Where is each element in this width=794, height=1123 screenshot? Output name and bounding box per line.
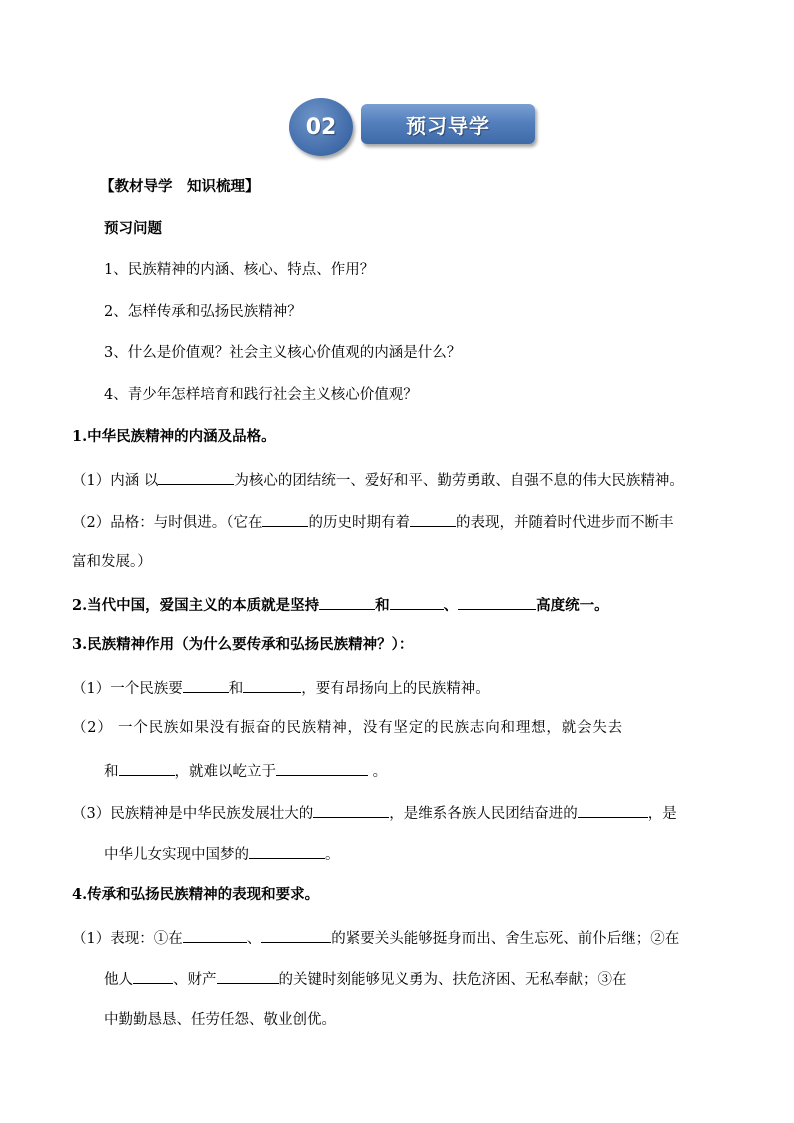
item-4-line-c: 中勤勤恳恳、任劳任怨、敬业创优。 — [104, 1012, 336, 1028]
text: 他人 — [104, 972, 133, 988]
text: 和 — [104, 764, 119, 780]
text: （1）表现：①在 — [72, 931, 183, 947]
text: 。 — [325, 847, 340, 863]
fill-blank[interactable] — [183, 677, 229, 693]
text: 、 — [246, 931, 262, 947]
item-3-line-c-cont — [104, 843, 764, 865]
fill-blank[interactable] — [249, 843, 325, 859]
preview-question-3: 3、什么是价值观？社会主义核心价值观的内涵是什么？ — [104, 345, 462, 361]
item-4-heading: 4.传承和弘扬民族精神的表现和要求。 — [72, 886, 320, 903]
fill-blank[interactable] — [243, 677, 301, 693]
item-1-line-b — [72, 511, 732, 533]
text: ，是 — [647, 806, 677, 822]
text: 和 — [375, 597, 390, 614]
fill-blank[interactable] — [313, 802, 389, 818]
item-2-line — [72, 594, 732, 616]
item-3-line-b: （2） 一个民族如果没有振奋的民族精神，没有坚定的民族志向和理想，就会失去 — [72, 720, 623, 736]
fill-blank[interactable] — [458, 594, 536, 610]
item-4-line-a — [72, 927, 732, 949]
item-3-line-a — [72, 677, 732, 699]
text: 、 — [443, 597, 459, 614]
item-1-heading: 1.中华民族精神的内涵及品格。 — [72, 428, 276, 445]
text: 的关键时刻能够见义勇为、扶危济困、无私奉献；③在 — [278, 972, 627, 988]
text: （3）民族精神是中华民族发展壮大的 — [72, 806, 314, 822]
text: 。 — [372, 764, 388, 780]
text: 2.当代中国，爱国主义的本质就是坚持 — [72, 597, 320, 614]
fill-blank[interactable] — [262, 511, 308, 527]
fill-blank[interactable] — [578, 802, 648, 818]
section-title-banner — [361, 104, 535, 144]
fill-blank[interactable] — [390, 594, 444, 610]
item-1-line-b-cont: 富和发展。） — [72, 554, 152, 570]
fill-blank[interactable] — [119, 760, 175, 776]
item-4-line-b — [104, 968, 764, 990]
fill-blank[interactable] — [217, 968, 279, 984]
item-3-line-c — [72, 802, 732, 824]
text: ，就难以屹立于 — [174, 764, 276, 780]
fill-blank[interactable] — [261, 927, 331, 943]
text: 和 — [228, 681, 244, 697]
text: 的表现，并随着时代进步而不断丰 — [455, 515, 674, 531]
text: （1）一个民族要 — [72, 681, 183, 697]
section-banner-title: 预习导学 — [406, 113, 490, 138]
text: 中华儿女实现中国梦的 — [104, 847, 249, 863]
text: （1）内涵 以 — [72, 473, 159, 489]
text: 的历史时期有着 — [308, 515, 410, 531]
text: （2）品格：与时俱进。（它在 — [72, 515, 263, 531]
section-number-badge — [289, 98, 353, 156]
preview-question-1: 1、民族精神的内涵、核心、特点、作用？ — [104, 262, 375, 278]
fill-blank[interactable] — [133, 968, 173, 984]
preview-question-2: 2、怎样传承和弘扬民族精神？ — [104, 304, 302, 320]
section-number: 02 — [305, 114, 337, 140]
fill-blank[interactable] — [276, 760, 368, 776]
text: ，是维系各族人民团结奋进的 — [389, 806, 578, 822]
fill-blank[interactable] — [319, 594, 375, 610]
preview-question-4: 4、青少年怎样培育和践行社会主义核心价值观？ — [104, 387, 418, 403]
text: ，要有昂扬向上的民族精神。 — [301, 681, 490, 697]
fill-blank[interactable] — [410, 511, 456, 527]
text: 高度统一。 — [536, 597, 609, 614]
item-3-line-b-cont — [104, 760, 764, 782]
item-3-heading: 3.民族精神作用（为什么要传承和弘扬民族精神？）： — [72, 636, 414, 653]
text: 、财产 — [173, 972, 217, 988]
preview-heading: 预习问题 — [104, 220, 162, 237]
item-1-line-a — [72, 469, 732, 491]
fill-blank[interactable] — [158, 469, 234, 485]
section-header — [0, 0, 794, 170]
text: 的紧要关头能够挺身而出、舍生忘死、前仆后继；②在 — [331, 931, 680, 947]
text: 为核心的团结统一、爱好和平、勤劳勇敢、自强不息的伟大民族精神。 — [234, 473, 684, 489]
fill-blank[interactable] — [183, 927, 247, 943]
section-title: 【教材导学 知识梳理】 — [100, 178, 260, 195]
